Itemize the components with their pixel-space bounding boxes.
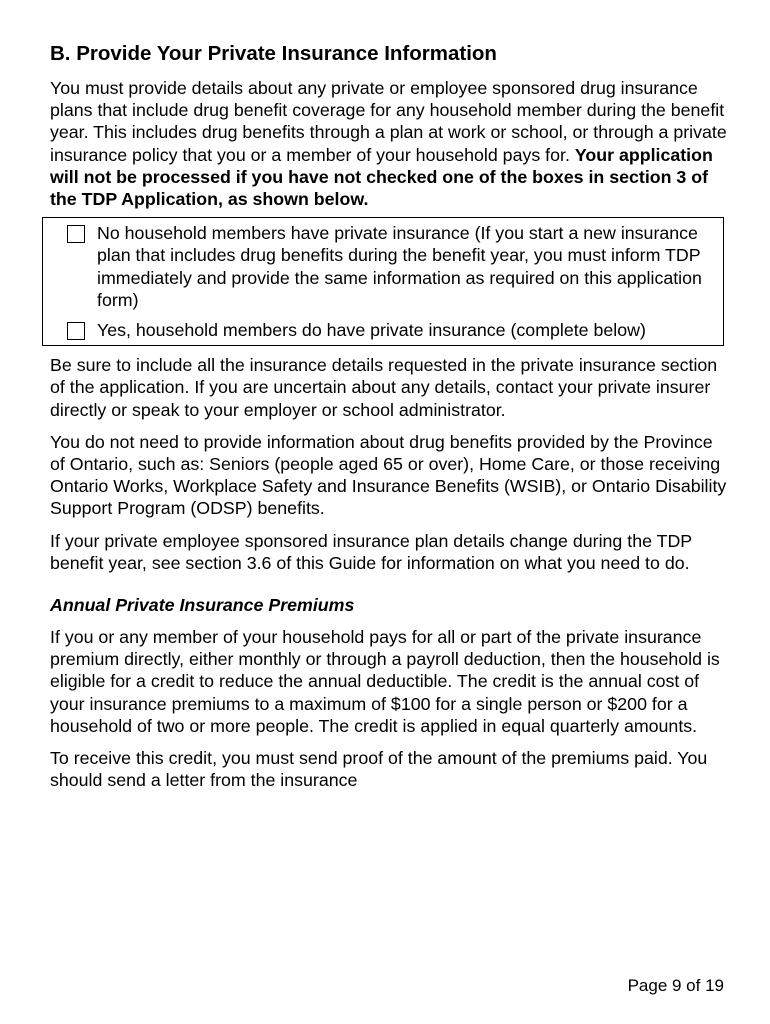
paragraph-premium-credit: If you or any member of your household pays for all or part of the private insurance premium directly, either monthly or through a payroll deduction, then the household is eligible for a credit to reduce the annual deductible. The credit is the annual cost of your insurance premiums to a maximum of $100 for a single person or $200 for a household of two or more people. The credit is applied in equal quarterly amounts. (50, 627, 720, 736)
intro-text: You must provide details about any private or employee sponsored drug insurance plans that include drug benefit coverage for any household member during the benefit year. This includes drug benefits through a plan at work or school, or through a private insurance policy that you or a member of your household pays for. (50, 78, 727, 165)
option-label: No household members have private insurance (If you start a new insurance plan that includes drug benefits during the benefit year, you must inform TDP immediately and provide the same information as required on this application form) (97, 223, 702, 310)
intro-paragraph (50, 77, 730, 210)
paragraph-proof-of-premiums: To receive this credit, you must send proof of the amount of the premiums paid. You should send a letter from the insurance (50, 748, 708, 791)
document-page (50, 40, 730, 791)
intro-warning: Your application will not be processed if you have not checked one of the boxes in section 3 of the TDP Application, as shown below. (50, 144, 713, 210)
option-label: Yes, household members do have private insurance (complete below) (97, 320, 646, 341)
option-yes-private-insurance (43, 319, 723, 341)
paragraph-insurance-details: Be sure to include all the insurance details requested in the private insurance section of the application. If you are uncertain about any details, contact your private insurer directly or speak to your employer or school administrator. (50, 355, 718, 420)
subsection-heading: Annual Private Insurance Premiums (50, 595, 355, 616)
option-no-private-insurance (43, 222, 723, 311)
no-insurance-checkbox[interactable] (67, 225, 85, 243)
paragraph-plan-changes: If your private employee sponsored insurance plan details change during the TDP benefit year, see section 3.6 of this Guide for information on what you need to do. (50, 530, 692, 573)
paragraph-ontario-benefits: You do not need to provide information about drug benefits provided by the Province of Ontario, such as: Seniors (people aged 65 or over), Home Care, or those receiving Ontario Works, Workplace Safety and Insurance Benefits (WSIB), or Ontario Disability Support Program (ODSP) benefits. (50, 431, 727, 519)
yes-insurance-checkbox[interactable] (67, 322, 85, 340)
insurance-options-box (42, 217, 724, 346)
page-number: Page 9 of 19 (627, 976, 724, 995)
section-heading: B. Provide Your Private Insurance Information (50, 42, 497, 65)
